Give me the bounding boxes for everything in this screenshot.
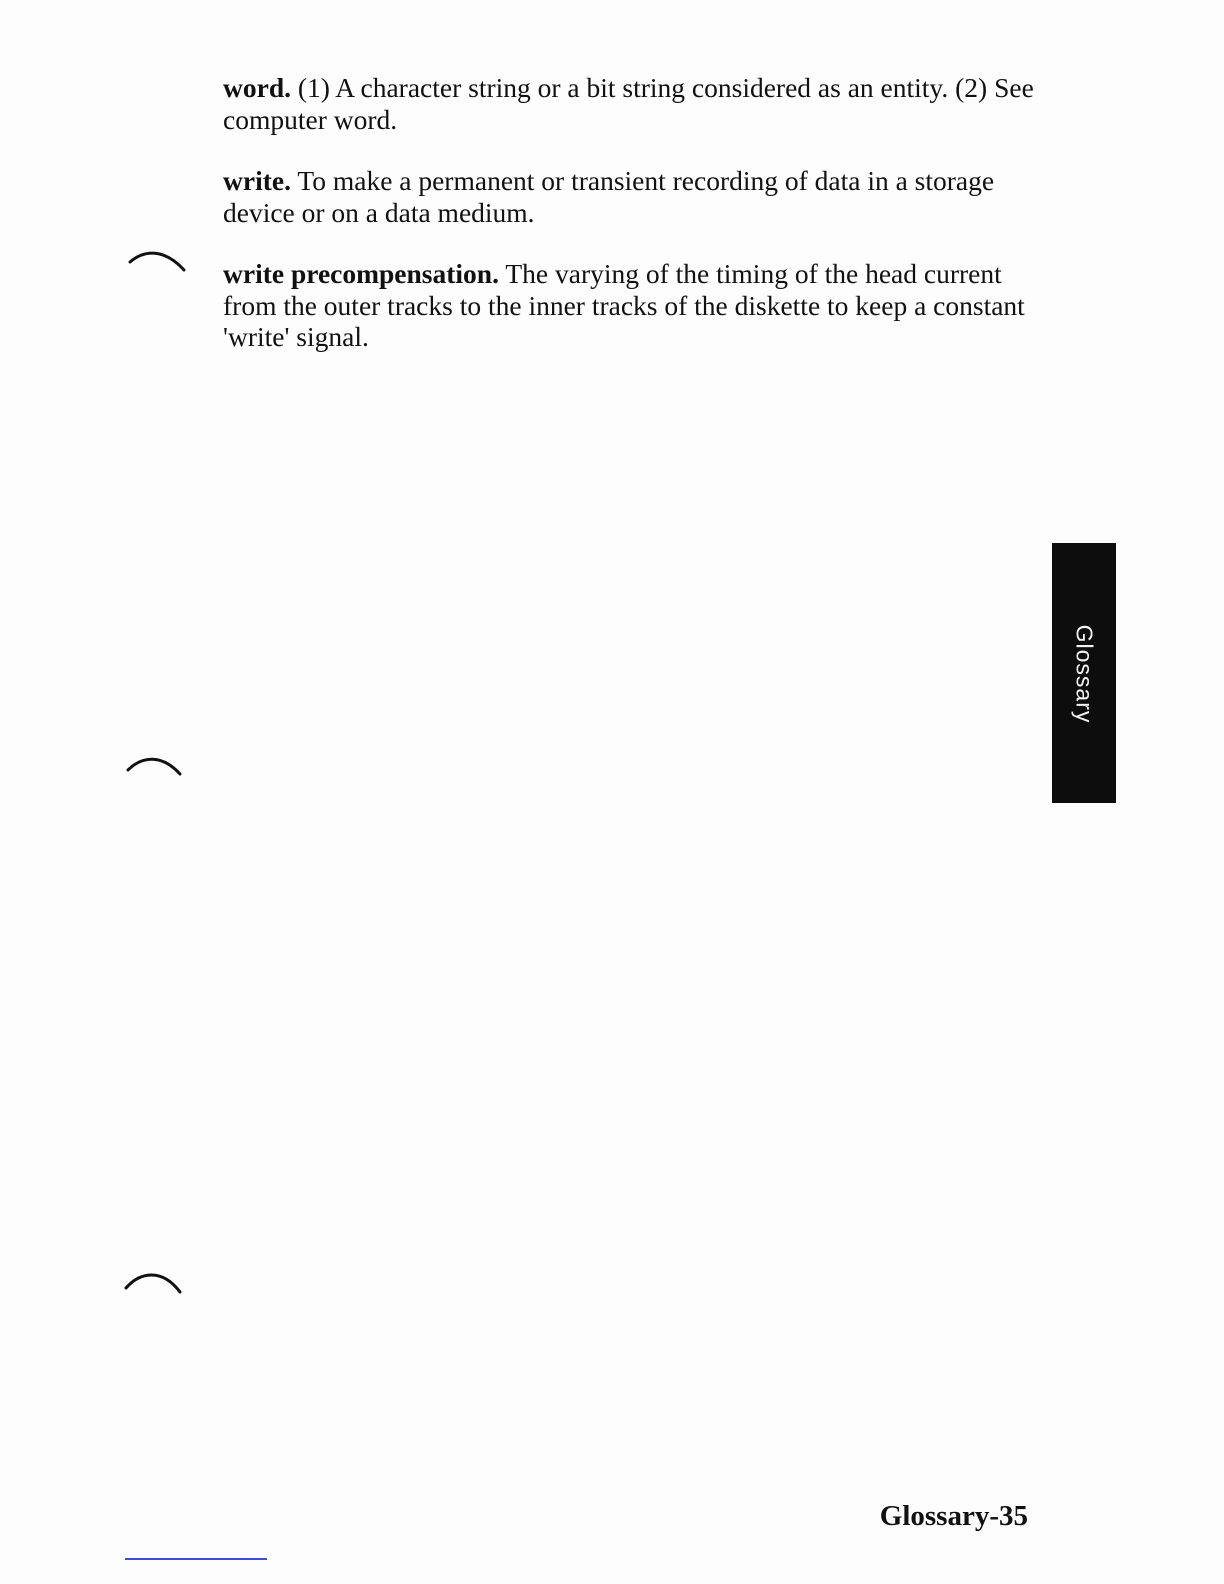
binder-hole-mark-middle — [124, 752, 188, 782]
binder-hole-mark-bottom — [122, 1266, 186, 1296]
glossary-entry-write-precompensation — [223, 258, 1043, 353]
glossary-entry-write — [223, 165, 1043, 228]
bottom-rule — [125, 1558, 267, 1560]
entry-definition: To make a permanent or transient recording of data in a storage device or on a data medium. — [223, 165, 995, 228]
glossary-entry-word — [223, 72, 1043, 135]
page-number: Glossary-35 — [879, 1500, 1028, 1532]
entry-term: write. — [223, 165, 291, 196]
binder-hole-mark-top — [126, 246, 190, 276]
entry-term: write precompensation. — [223, 258, 499, 289]
entry-definition: The varying of the timing of the head current from the outer tracks to the inner tracks of the diskette to keep a constant 'write' signal. — [223, 258, 1025, 352]
entry-term: word. — [223, 72, 291, 103]
glossary-entries — [223, 72, 1043, 383]
entry-definition: (1) A character string or a bit string considered as an entity. (2) See computer word. — [223, 72, 1034, 135]
section-tab-label: Glossary — [1071, 624, 1098, 724]
